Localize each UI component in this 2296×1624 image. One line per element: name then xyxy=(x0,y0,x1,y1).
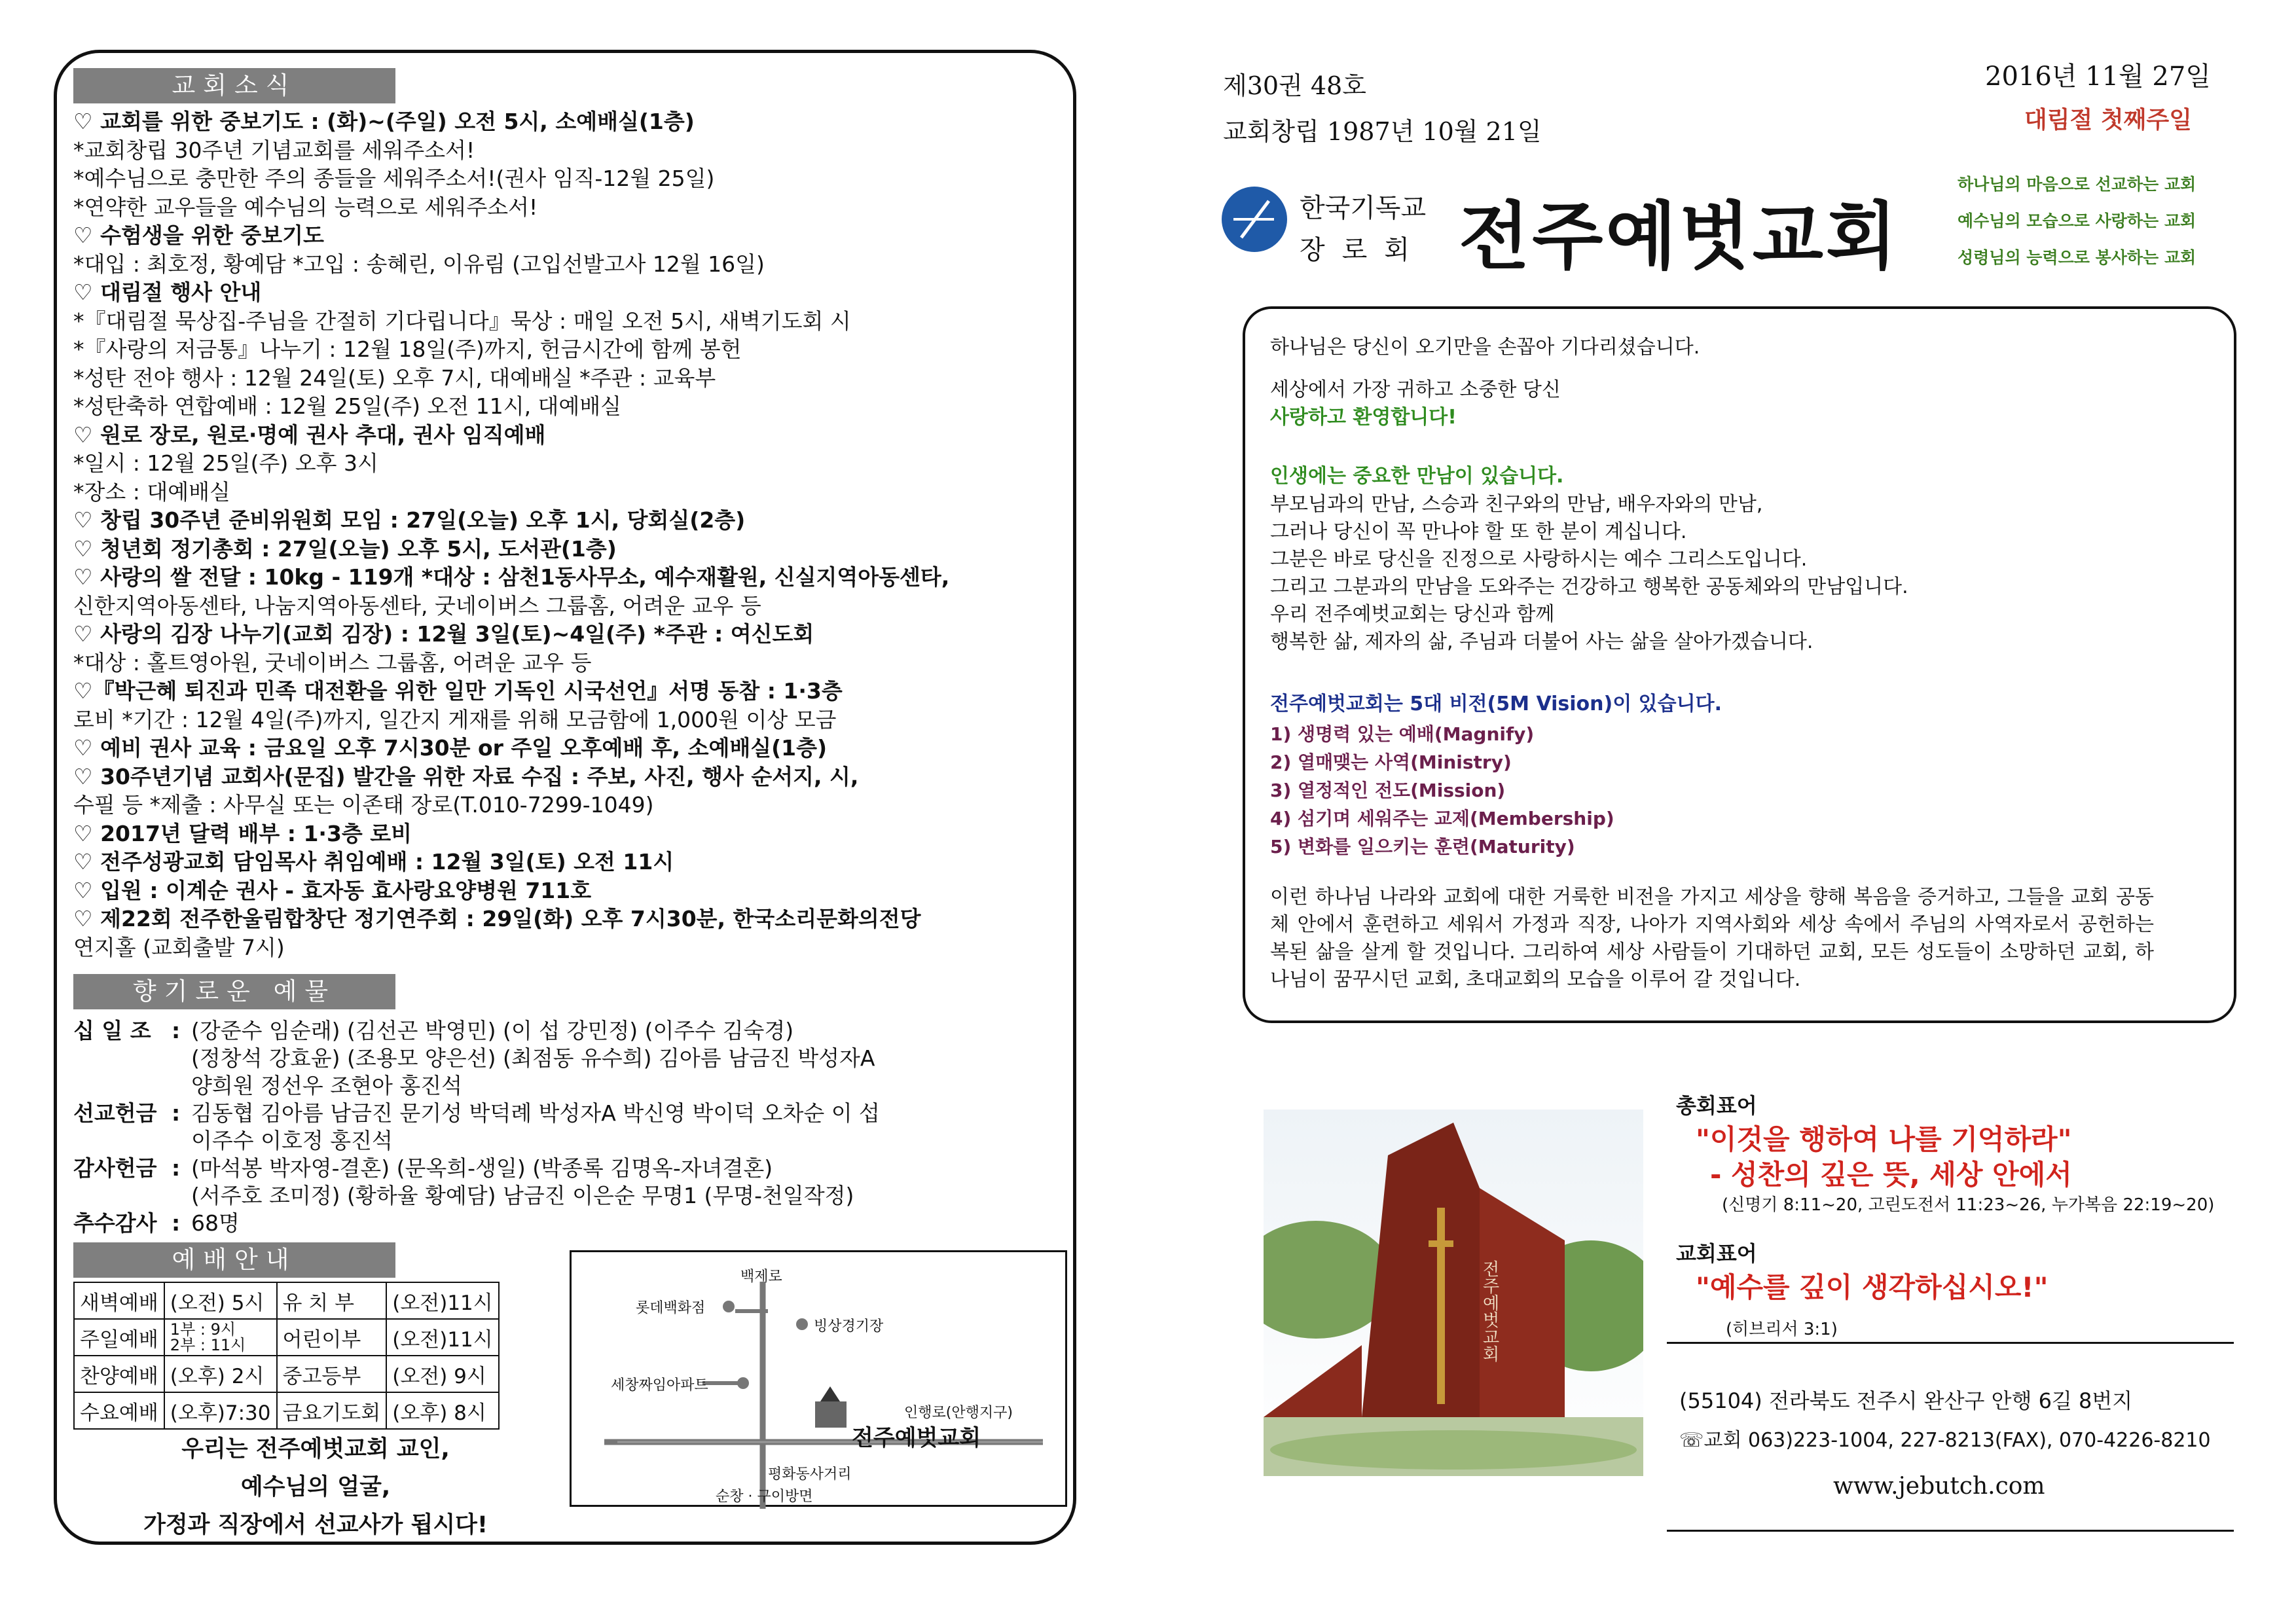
news-item: ♡ 제22회 전주한울림합창단 정기연주회 : 29일(화) 오후 7시30분, 한국소리문화의전당 xyxy=(73,906,921,931)
meeting-heading: 인생에는 중요한 만남이 있습니다. xyxy=(1270,465,1564,488)
denomination-line1: 한국기독교 xyxy=(1300,193,1427,223)
service-row xyxy=(74,1319,499,1356)
news-item: ♡ 교회를 위한 중보기도 : (화)~(주일) 오전 5시, 소예배실(1층) xyxy=(73,109,695,134)
offering-names: 양희원 정선우 조현아 홍진석 xyxy=(191,1073,463,1098)
service-row xyxy=(74,1392,499,1429)
news-item: *대입 : 최호정, 황예담 *고입 : 송혜린, 이유림 (고입선발고사 12월 16일) xyxy=(73,251,765,277)
news-item: ♡ 30주년기념 교회사(문집) 발간을 위한 자료 수집 : 주보, 사진, 행사 순서지, 시, xyxy=(73,763,859,789)
offering-separator: : xyxy=(172,1155,181,1181)
offering-label xyxy=(73,1072,172,1100)
vision-item: 3) 열정적인 전도(Mission) xyxy=(1270,780,1506,801)
services-section-header: 예배안내 xyxy=(73,1242,395,1278)
service-time-part: 1부 : 9시 xyxy=(170,1320,236,1339)
service-time: (오전) 5시 xyxy=(164,1282,277,1319)
meeting-line: 행복한 삶, 제자의 삶, 주님과 더불어 사는 삶을 살아가겠습니다. xyxy=(1270,630,1813,653)
service-name: 찬양예배 xyxy=(74,1356,164,1392)
general-motto-quote2: - 성찬의 깊은 뜻, 세상 안에서 xyxy=(1710,1159,2072,1191)
news-item: ♡ 창립 30주년 준비위원회 모임 : 27일(오늘) 오후 1시, 당회실(2층) xyxy=(73,507,746,533)
vision-item: 1) 생명력 있는 예배(Magnify) xyxy=(1270,723,1535,745)
church-motto-reference: (히브리서 3:1) xyxy=(1726,1320,1838,1339)
general-motto-title: 총회표어 xyxy=(1676,1093,1757,1118)
denomination-line2: 장로회 xyxy=(1300,235,1427,265)
vision-item: 2) 열매맺는 사역(Ministry) xyxy=(1270,751,1512,773)
news-item: 로비 *기간 : 12월 4일(주)까지, 일간지 게재를 위해 모금함에 1,000원 이상 모금 xyxy=(73,706,837,732)
news-item: ♡ 입원 : 이계순 권사 - 효자동 효사랑요양병원 711호 xyxy=(73,877,592,903)
offering-label xyxy=(73,1045,172,1072)
map-label-crossroad: 평화동사거리 xyxy=(768,1466,852,1483)
offering-row xyxy=(73,1045,1075,1072)
service-row xyxy=(74,1356,499,1392)
vision-item: 5) 변화를 일으키는 훈련(Maturity) xyxy=(1270,836,1575,857)
offering-row xyxy=(73,1017,1075,1045)
map-label-baekje-road: 백제로 xyxy=(740,1269,782,1285)
offering-names: 68명 xyxy=(191,1210,240,1236)
map-label-anhaeng-road: 인행로(안행지구) xyxy=(904,1405,1013,1421)
news-list xyxy=(73,107,1075,962)
offering-row xyxy=(73,1155,1075,1182)
building-sign: 전주예벗교회 xyxy=(1480,1260,1499,1362)
offering-label xyxy=(73,1182,172,1210)
offering-separator xyxy=(172,1127,191,1155)
service-schedule-table xyxy=(73,1282,500,1430)
church-building-illustration xyxy=(1264,1110,1643,1476)
service-dept: 금요기도회 xyxy=(277,1392,387,1429)
map-label-direction: 순창 · 구이방면 xyxy=(716,1489,813,1505)
offering-label xyxy=(73,1127,172,1155)
offering-separator: : xyxy=(172,1210,181,1236)
news-item: ♡ 2017년 달력 배부 : 1·3층 로비 xyxy=(73,820,412,846)
general-motto-quote1: "이것을 행하여 나를 기억하라" xyxy=(1696,1123,2072,1155)
news-item: *예수님으로 충만한 주의 종들을 세워주소서!(권사 임직-12월 25일) xyxy=(73,166,715,191)
news-item: ♡ 사랑의 쌀 전달 : 10kg - 119개 *대상 : 삼천1동사무소, 예수재활원, 신실지역아동센타, xyxy=(73,564,950,590)
news-item: ♡ 원로 장로, 원로·명예 권사 추대, 권사 임직예배 xyxy=(73,422,546,448)
welcome-line: 하나님은 당신이 오기만을 손꼽아 기다리셨습니다. xyxy=(1270,336,1700,359)
service-name: 수요예배 xyxy=(74,1392,164,1429)
location-map xyxy=(570,1250,1067,1507)
service-dtime: (오전)11시 xyxy=(386,1282,498,1319)
news-item: ♡ 청년회 정기총회 : 27일(오늘) 오후 5시, 도서관(1층) xyxy=(73,535,617,562)
news-item: *교회창립 30주년 기념교회를 세워주소서! xyxy=(73,137,475,163)
church-phone: ☏교회 063)223-1004, 227-8213(FAX), 070-4226-8210 xyxy=(1679,1429,2211,1452)
news-item: 연지홀 (교회출발 7시) xyxy=(73,934,285,960)
slogan-mission: 하나님의 마음으로 선교하는 교회 xyxy=(1958,175,2196,194)
service-time: (오후) 2시 xyxy=(164,1356,277,1392)
news-item: ♡ 전주성광교회 담임목사 취임예배 : 12월 3일(토) 오전 11시 xyxy=(73,849,674,875)
church-motto-quote: "예수를 깊이 생각하십시오!" xyxy=(1696,1271,2049,1303)
meeting-line: 그리고 그분과의 만남을 도와주는 건강하고 행복한 공동체와의 만남입니다. xyxy=(1270,575,1908,598)
offering-names: (서주호 조미정) (황하율 황예담) 남금진 이은순 무명1 (무명-천일작정) xyxy=(191,1183,854,1208)
news-item: 신한지역아동센타, 나눔지역아동센타, 굿네이버스 그룹홈, 어려운 교우 등 xyxy=(73,592,761,619)
offerings-list xyxy=(73,1017,1075,1237)
offering-names: (강준수 임순래) (김선곤 박영민) (이 섭 강민정) (이주수 김숙경) xyxy=(191,1018,794,1043)
offering-row xyxy=(73,1182,1075,1210)
welcome-highlight: 사랑하고 환영합니다! xyxy=(1270,406,1457,429)
offering-row xyxy=(73,1127,1075,1155)
welcome-line: 세상에서 가장 귀하고 소중한 당신 xyxy=(1270,378,1561,401)
offering-names: (마석봉 박자영-결혼) (문옥희-생일) (박종록 김명옥-자녀결혼) xyxy=(191,1155,773,1181)
map-label-rink: 빙상경기장 xyxy=(814,1318,884,1335)
service-name: 주일예배 xyxy=(74,1319,164,1356)
vision-item: 4) 섬기며 세워주는 교제(Membership) xyxy=(1270,808,1614,829)
offering-separator: : xyxy=(172,1100,181,1126)
offering-separator xyxy=(172,1045,191,1072)
service-dtime: (오전)11시 xyxy=(386,1319,498,1356)
vision-closing: 이런 하나님 나라와 교회에 대한 거룩한 비전을 가지고 세상을 향해 복음을 증거하고, 그들을 교회 공동체 안에서 훈련하고 세워서 가정과 직장, 나아가 지역사회와 세상 속에서 주님의 사역자로서 공헌하는 복된 삶을 살게 할 것입니다. 그리하여 세상 사람들이 기대하던 교회, 모든 성도들이 소망하던 교회, 하나님이 꿈꾸시던 교회, 초대교회의 모습을 이루어 갈 것입니다. xyxy=(1270,886,2154,991)
offering-separator xyxy=(172,1072,191,1100)
offering-label: 선교헌금 xyxy=(73,1100,157,1126)
church-motto xyxy=(73,1430,558,1544)
logo-mark xyxy=(1222,187,1287,252)
service-time: (오후)7:30 xyxy=(164,1392,277,1429)
offering-names: (정창석 강효윤) (조용모 양은선) (최점동 유수희) 김아름 남금진 박성자A xyxy=(191,1045,875,1071)
news-item: *일시 : 12월 25일(주) 오후 3시 xyxy=(73,450,378,476)
meeting-line: 그분은 바로 당신을 진정으로 사랑하시는 예수 그리스도입니다. xyxy=(1270,548,1808,571)
church-logo-icon xyxy=(1222,187,1287,252)
offering-row xyxy=(73,1072,1075,1100)
liturgical-sunday: 대림절 첫째주일 xyxy=(2024,107,2192,134)
news-item: *성탄 전야 행사 : 12월 24일(토) 오후 7시, 대예배실 *주관 : 교육부 xyxy=(73,365,716,391)
map-label-church: 전주예벗교회 xyxy=(852,1425,981,1451)
contact-divider-top xyxy=(1667,1342,2234,1344)
offering-label: 감사헌금 xyxy=(73,1155,157,1181)
motto-line: 가정과 직장에서 선교사가 됩시다! xyxy=(143,1512,488,1538)
vision-heading: 전주예벗교회는 5대 비전(5M Vision)이 있습니다. xyxy=(1270,693,1722,715)
map-label-lotte: 롯데백화점 xyxy=(636,1300,706,1316)
contact-divider-bottom xyxy=(1667,1530,2234,1532)
news-section-header: 교회소식 xyxy=(73,68,395,103)
news-item: ♡ 수험생을 위한 중보기도 xyxy=(73,223,324,248)
motto-line: 우리는 전주예벗교회 교인, xyxy=(181,1436,450,1462)
news-item: ♡ 대림절 행사 안내 xyxy=(73,280,262,305)
service-dtime: (오후) 8시 xyxy=(386,1392,498,1429)
slogan-love: 예수님의 모습으로 사랑하는 교회 xyxy=(1958,211,2196,230)
offering-row xyxy=(73,1100,1075,1127)
news-item: ♡『박근혜 퇴진과 민족 대전환을 위한 일만 기독인 시국선언』서명 동참 : 1·3층 xyxy=(73,678,843,704)
slogan-service: 성령님의 능력으로 봉사하는 교회 xyxy=(1958,248,2196,267)
offering-separator: : xyxy=(172,1018,181,1043)
map-label-apartment: 세창짜임아파트 xyxy=(611,1377,708,1394)
general-motto-reference: (신명기 8:11~20, 고린도전서 11:23~26, 누가복음 22:19~20) xyxy=(1722,1195,2215,1215)
offering-label: 십 일 조 xyxy=(73,1018,151,1043)
meeting-line: 우리 전주예벗교회는 당신과 함께 xyxy=(1270,603,1555,626)
news-item: *『대림절 묵상집-주님을 간절히 기다립니다』묵상 : 매일 오전 5시, 새벽기도회 시 xyxy=(73,308,851,334)
established-date: 교회창립 1987년 10월 21일 xyxy=(1223,117,1542,146)
bulletin-date: 2016년 11월 27일 xyxy=(1985,62,2211,92)
service-dept: 유 치 부 xyxy=(277,1282,387,1319)
meeting-line: 그러나 당신이 꼭 만나야 할 또 한 분이 계십니다. xyxy=(1270,520,1687,543)
service-dtime: (오전) 9시 xyxy=(386,1356,498,1392)
church-website[interactable]: www.jebutch.com xyxy=(1833,1473,2045,1500)
meeting-line: 부모님과의 만남, 스승과 친구와의 만남, 배우자와의 만남, xyxy=(1270,493,1763,516)
service-dept: 어린이부 xyxy=(277,1319,387,1356)
news-item: ♡ 사랑의 김장 나누기(교회 김장) : 12월 3일(토)~4일(주) *주관 : 여신도회 xyxy=(73,621,814,647)
church-motto-title: 교회표어 xyxy=(1676,1241,1757,1266)
news-item: *성탄축하 연합예배 : 12월 25일(주) 오전 11시, 대예배실 xyxy=(73,393,622,419)
motto-line: 예수님의 얼굴, xyxy=(240,1474,391,1500)
news-item: *『사랑의 저금통』나누기 : 12월 18일(주)까지, 헌금시간에 함께 봉헌 xyxy=(73,336,742,362)
service-row xyxy=(74,1282,499,1319)
offering-label: 추수감사 xyxy=(73,1210,157,1236)
offering-names: 이주수 이호정 홍진석 xyxy=(191,1128,393,1153)
church-address: (55104) 전라북도 전주시 완산구 안행 6길 8번지 xyxy=(1679,1388,2133,1413)
service-time xyxy=(164,1319,277,1356)
service-name: 새벽예배 xyxy=(74,1282,164,1319)
church-name: 전주예벗교회 xyxy=(1459,194,1900,280)
offering-names: 김동협 김아름 남금진 문기성 박덕례 박성자A 박신영 박이덕 오차순 이 섭 xyxy=(191,1100,880,1126)
news-item: ♡ 예비 권사 교육 : 금요일 오후 7시30분 or 주일 오후예배 후, 소예배실(1층) xyxy=(73,735,828,761)
news-item: *대상 : 홀트영아원, 굿네이버스 그룹홈, 어려운 교우 등 xyxy=(73,649,592,676)
news-item: *연약한 교우들을 예수님의 능력으로 세워주소서! xyxy=(73,194,538,220)
news-item: *장소 : 대예배실 xyxy=(73,478,230,505)
news-item: 수필 등 *제출 : 사무실 또는 이존태 장로(T.010-7299-1049) xyxy=(73,792,654,818)
service-time-part: 2부 : 11시 xyxy=(170,1336,246,1354)
issue-volume: 제30권 48호 xyxy=(1223,71,1366,100)
offerings-section-header: 향기로운 예물 xyxy=(73,974,395,1009)
church-building-photo xyxy=(1264,1110,1643,1476)
service-dept: 중고등부 xyxy=(277,1356,387,1392)
offering-row xyxy=(73,1210,1075,1237)
offering-separator xyxy=(172,1182,191,1210)
